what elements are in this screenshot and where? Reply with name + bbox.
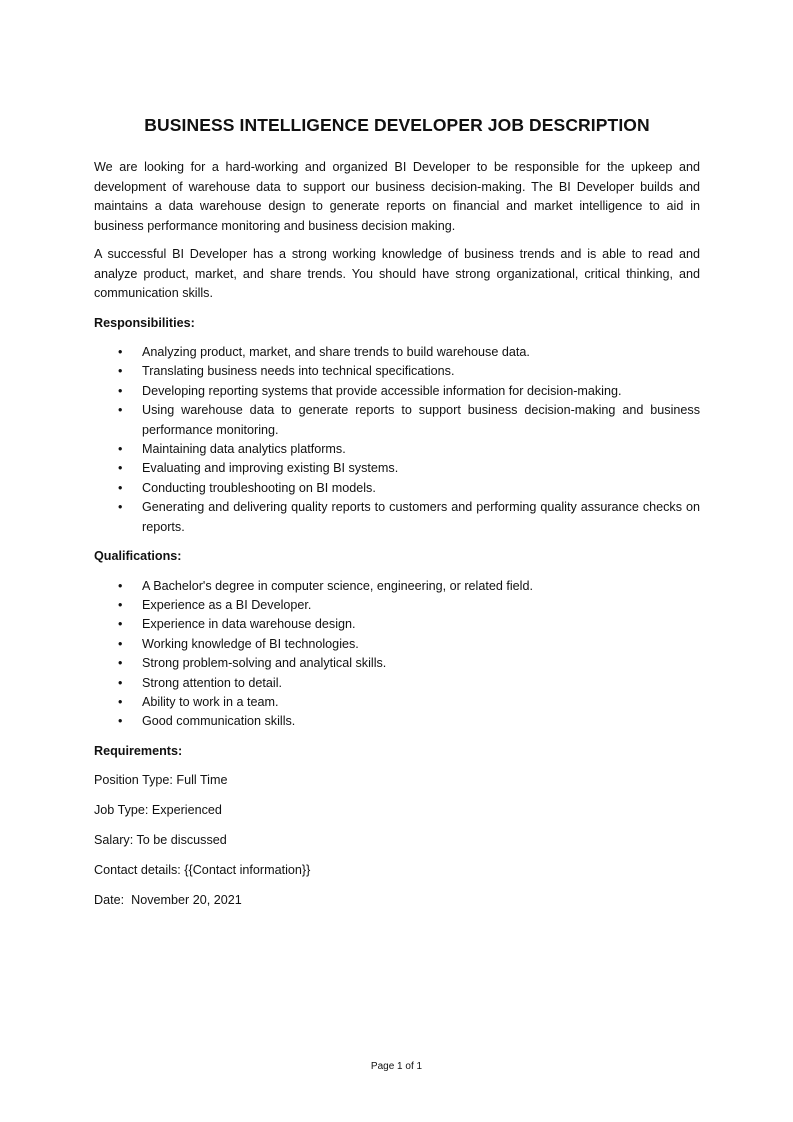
date-line: Date: November 20, 2021 — [94, 892, 242, 907]
list-item — [94, 615, 700, 634]
responsibilities-list — [94, 343, 700, 537]
job-type-line: Job Type: Experienced — [94, 803, 222, 818]
list-item-text: Developing reporting systems that provide accessible information for decision-making. — [142, 383, 622, 398]
intro-paragraph-1: We are looking for a hard-working and organized BI Developer to be responsible for the upkeep and development of warehouse data to support our business decision-making. The BI Developer builds and maintains a data warehouse design to generate reports on financial and market intelligence to aid in business performance monitoring and business decision making. — [94, 160, 700, 233]
contact-details-line: Contact details: {{Contact information}} — [94, 862, 311, 877]
list-item — [94, 401, 700, 440]
list-item-text: Good communication skills. — [142, 714, 296, 729]
bullet-icon: • — [118, 383, 123, 398]
document-page — [94, 113, 700, 921]
requirements-heading: Requirements: — [94, 743, 183, 758]
list-item-text: Analyzing product, market, and share trends to build warehouse data. — [142, 345, 530, 359]
list-item — [94, 343, 700, 362]
qualifications-heading: Qualifications: — [94, 549, 182, 564]
list-item — [94, 459, 700, 478]
list-item-text: Ability to work in a team. — [142, 695, 279, 709]
bullet-icon: • — [118, 597, 123, 612]
bullet-icon: • — [118, 364, 123, 379]
list-item — [94, 479, 700, 498]
list-item-text: Evaluating and improving existing BI systems. — [142, 461, 399, 476]
bullet-icon: • — [118, 695, 123, 709]
list-item-text: Working knowledge of BI technologies. — [142, 636, 359, 651]
intro-paragraph-2: A successful BI Developer has a strong working knowledge of business trends and is able to read and analyze product, market, and share trends. You should have strong organizational, critical thinking, and communication skills. — [94, 247, 700, 300]
list-item — [94, 693, 700, 712]
responsibilities-heading: Responsibilities: — [94, 315, 195, 330]
list-item — [94, 382, 700, 401]
list-item — [94, 440, 700, 459]
list-item — [94, 362, 700, 381]
list-item-text: Strong attention to detail. — [142, 675, 283, 690]
list-item — [94, 654, 700, 673]
bullet-icon: • — [118, 714, 123, 729]
document-title: BUSINESS INTELLIGENCE DEVELOPER JOB DESCRIPTION — [144, 115, 650, 135]
list-item-text: Using warehouse data to generate reports to support business decision-making and business performance monitoring. — [142, 403, 700, 437]
bullet-icon: • — [118, 617, 123, 632]
salary-line: Salary: To be discussed — [94, 833, 227, 848]
list-item-text: Strong problem-solving and analytical skills. — [142, 656, 387, 671]
list-item-text: Experience as a BI Developer. — [142, 597, 312, 612]
list-item — [94, 635, 700, 654]
page-footer: Page 1 of 1 — [370, 1061, 423, 1072]
bullet-icon: • — [118, 636, 123, 651]
list-item — [94, 674, 700, 693]
list-item — [94, 498, 700, 537]
bullet-icon: • — [118, 500, 123, 515]
bullet-icon: • — [118, 442, 123, 457]
bullet-icon: • — [118, 403, 123, 418]
bullet-icon: • — [118, 345, 123, 359]
list-item-text: Generating and delivering quality reports to customers and performing quality assurance checks on reports. — [142, 500, 700, 534]
bullet-icon: • — [118, 480, 123, 495]
position-type-line: Position Type: Full Time — [94, 773, 228, 788]
list-item — [94, 596, 700, 615]
bullet-icon: • — [118, 578, 123, 593]
list-item — [94, 577, 700, 596]
list-item-text: Maintaining data analytics platforms. — [142, 442, 346, 457]
list-item-text: Translating business needs into technical specifications. — [142, 364, 455, 379]
bullet-icon: • — [118, 656, 123, 671]
list-item-text: Conducting troubleshooting on BI models. — [142, 480, 376, 495]
bullet-icon: • — [118, 461, 123, 476]
list-item — [94, 712, 700, 731]
qualifications-list — [94, 577, 700, 732]
list-item-text: A Bachelor's degree in computer science, engineering, or related field. — [142, 578, 533, 593]
list-item-text: Experience in data warehouse design. — [142, 617, 356, 632]
bullet-icon: • — [118, 675, 123, 690]
